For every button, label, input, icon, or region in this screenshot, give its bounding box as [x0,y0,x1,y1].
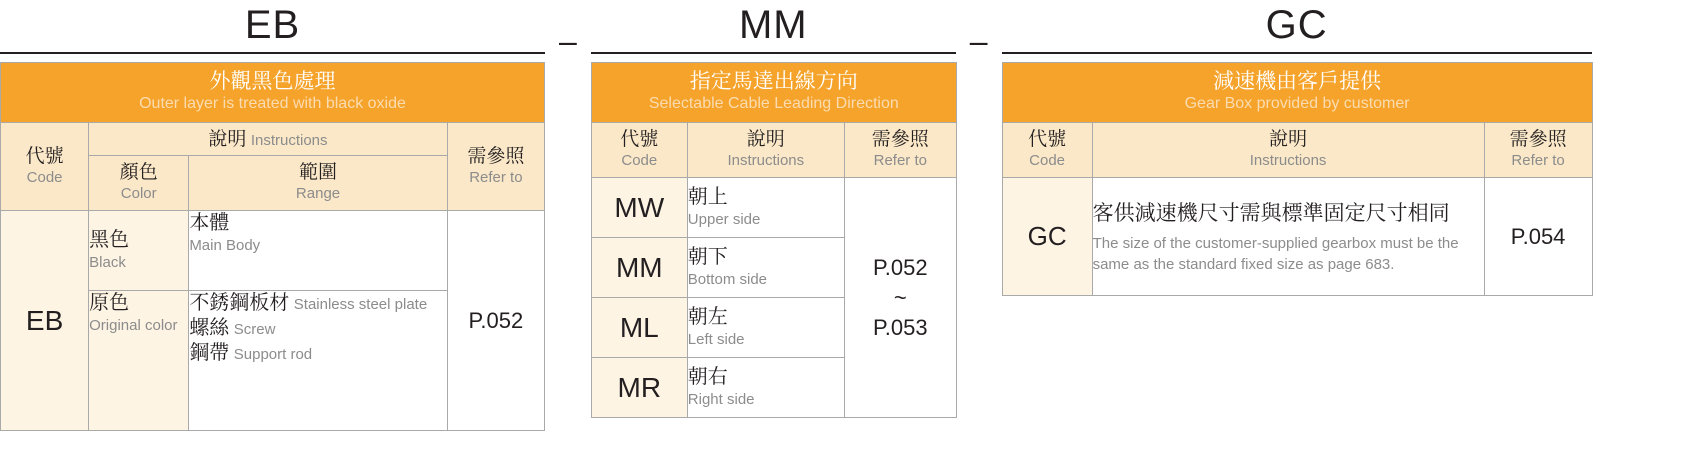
option-block-gc [1002,0,1592,296]
separator-dash-1: – [559,23,577,59]
cell-direction-mm [687,238,844,298]
header-title-cn: 外觀黑色處理 [209,70,336,93]
column-header-color [89,156,189,211]
header-title-en: Gear Box provided by customer [1184,95,1410,112]
column-header-code-cn: 代號 [25,145,64,167]
description-cn: 客供減速機尺寸需與標準固定尺寸相同 [1092,201,1450,225]
table-row [591,178,956,238]
column-header-instructions-cn: 說明 [1269,129,1308,150]
column-header-range [189,156,447,211]
column-header-color-cn: 顏色 [119,162,158,183]
cell-range-original [189,291,447,431]
header-title-cn: 減速機由客戶提供 [1213,70,1382,93]
option-table-mm [591,62,957,418]
title-divider-eb [0,52,545,54]
direction-en: Right side [687,391,755,408]
cell-direction-mr [687,358,844,418]
option-table-gc [1002,62,1593,296]
column-header-refer-cn: 需參照 [871,129,929,150]
column-header-code-cn: 代號 [620,129,659,150]
cell-color-original [89,291,189,431]
color-cn: 黑色 [89,229,130,251]
range-line-3 [189,341,446,366]
cell-description-gc [1092,178,1484,296]
option-block-eb [0,0,545,431]
column-header-instructions [89,123,448,156]
direction-cn: 朝右 [687,366,728,388]
column-header-instructions-en: Instructions [727,152,805,169]
color-cn: 原色 [89,292,130,314]
direction-en: Upper side [687,211,761,228]
column-header-code-en: Code [26,168,63,186]
header-title-en: Outer layer is treated with black oxide [139,95,406,112]
cell-code-mr: MR [591,358,687,418]
column-header-refer-en: Refer to [1511,152,1565,169]
table-header-row [1002,123,1592,178]
cell-refer-gc: P.054 [1484,178,1592,296]
column-header-refer-cn: 需參照 [1509,129,1567,150]
range-extra-cn: 鋼帶 [189,342,230,364]
column-header-color-en: Color [120,185,157,202]
column-header-refer [1484,123,1592,178]
range-line-1 [189,291,446,316]
range-en: Stainless steel plate [293,296,428,313]
table-header-row [1,123,545,156]
column-header-instructions-en: Instructions [250,132,328,149]
header-title-cn: 指定馬達出線方向 [689,70,858,93]
header-title-en: Selectable Cable Leading Direction [648,95,899,112]
block-title-mm: MM [738,3,808,47]
block-header-mm [591,63,956,123]
cell-refer-eb: P.052 [447,211,544,431]
range-extra-en: Support rod [233,346,313,363]
column-header-instructions-en: Instructions [1249,152,1327,169]
block-title-gc: GC [1265,3,1328,47]
column-header-instructions [687,123,844,178]
column-header-code [591,123,687,178]
refer-line-1: P.052 [872,254,928,280]
range-extra-cn: 螺絲 [189,317,230,339]
column-header-range-cn: 範圍 [299,162,338,183]
table-row [1,211,545,291]
cell-code-ml: ML [591,298,687,358]
range-cn: 不銹鋼板材 [189,292,290,314]
cell-code-eb: EB [1,211,89,431]
table-row [1002,178,1592,296]
separator-dash-2: – [969,23,988,59]
option-block-mm [591,0,956,418]
table-header-row [591,63,956,123]
column-header-code [1,123,89,211]
cell-refer-mm [844,178,956,418]
table-header-row [1,63,545,123]
option-table-eb [0,62,545,431]
direction-cn: 朝上 [687,186,728,208]
cell-direction-ml [687,298,844,358]
column-header-range-en: Range [295,185,341,202]
cell-code-mw: MW [591,178,687,238]
cell-color-black [89,211,189,291]
column-header-instructions [1092,123,1484,178]
table-header-row [1002,63,1592,123]
cell-code-mm: MM [591,238,687,298]
range-line-2 [189,316,446,341]
column-header-refer-cn: 需參照 [467,145,525,167]
column-header-code [1002,123,1092,178]
description-en: The size of the customer-supplied gearbox must be the same as the standard fixed size as page 683. [1092,234,1459,273]
title-divider-gc [1002,52,1592,54]
color-en: Black [89,254,126,271]
color-en: Original color [89,317,178,334]
column-header-code-en: Code [1029,152,1066,169]
column-header-code-en: Code [621,152,658,169]
cell-range-main-body [189,211,447,291]
cell-direction-mw [687,178,844,238]
column-header-refer [447,123,544,211]
refer-line-3: P.053 [872,314,928,340]
column-header-instructions-cn: 說明 [208,129,247,150]
range-cn: 本體 [189,212,230,234]
column-header-code-cn: 代號 [1028,129,1067,150]
block-header-gc [1002,63,1592,123]
column-header-refer-en: Refer to [873,152,927,169]
range-extra-en: Screw [233,321,276,338]
direction-en: Left side [687,331,745,348]
column-header-instructions-cn: 說明 [746,129,785,150]
column-header-refer [844,123,956,178]
direction-cn: 朝左 [687,306,728,328]
range-en: Main Body [189,237,261,254]
direction-en: Bottom side [687,271,768,288]
refer-line-2: ~ [893,284,907,310]
title-divider-mm [591,52,956,54]
cell-code-gc: GC [1002,178,1092,296]
block-title-eb: EB [244,3,301,47]
column-header-refer-en: Refer to [469,168,523,186]
block-header-eb [1,63,545,123]
table-header-row [591,123,956,178]
direction-cn: 朝下 [687,246,728,268]
